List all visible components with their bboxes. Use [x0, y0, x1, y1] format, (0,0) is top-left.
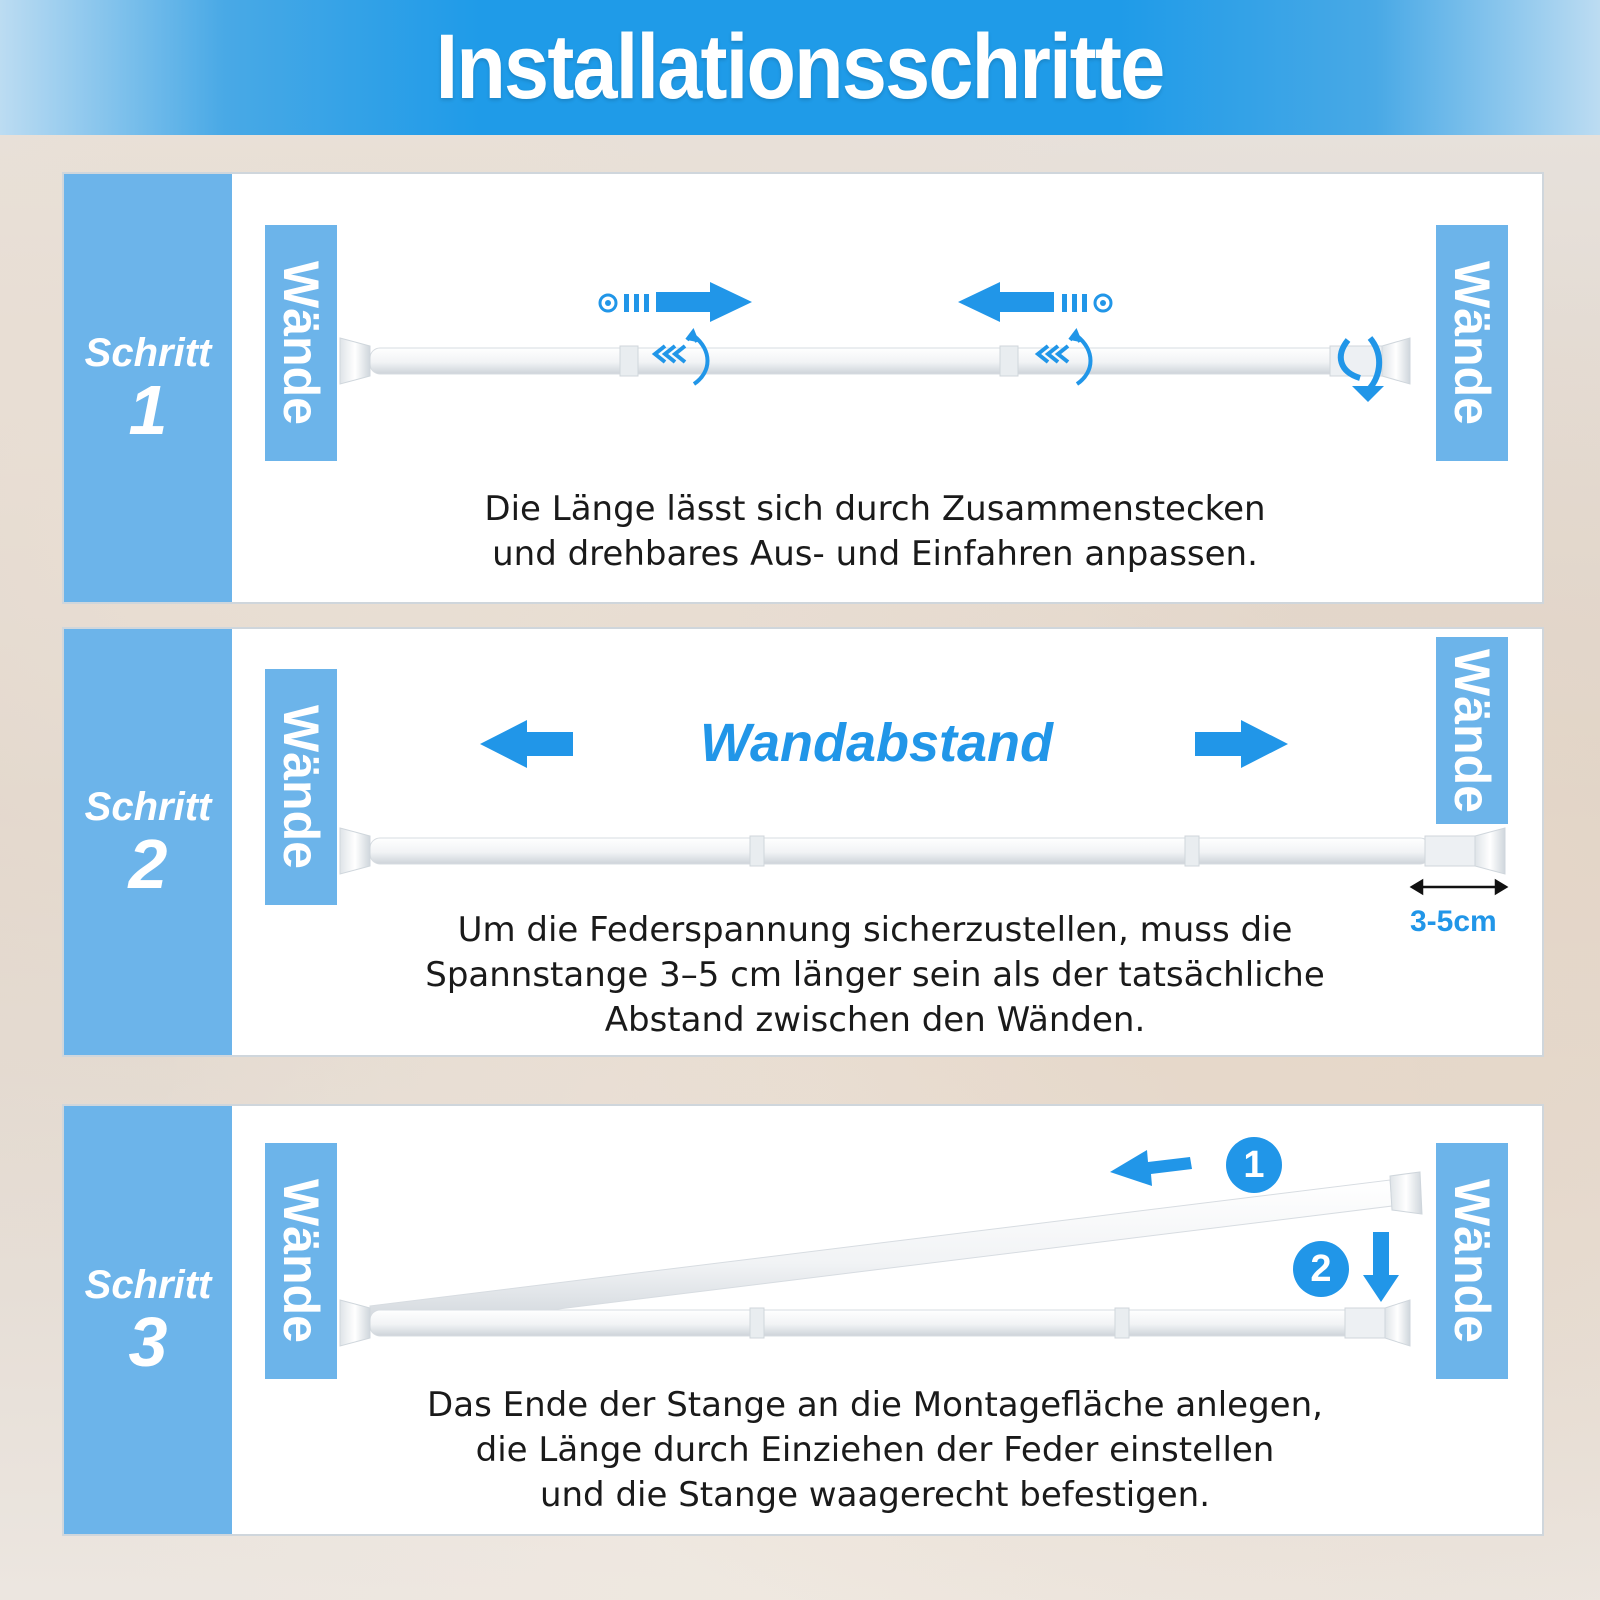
step-word: Schritt — [84, 785, 212, 829]
step-3-caption — [240, 1383, 1510, 1518]
step-word: Schritt — [84, 1263, 212, 1307]
wall-label: Wände — [273, 705, 329, 869]
caption-line: und drehbares Aus- und Einfahren anpassen. — [492, 534, 1258, 574]
wall-label: Wände — [1444, 648, 1500, 813]
caption-line: und die Stange waagerecht befestigen. — [539, 1475, 1211, 1515]
step-badge-2: 2 — [1293, 1241, 1349, 1297]
step-number: 1 — [128, 371, 168, 449]
distance-label: 3-5cm — [1410, 905, 1497, 938]
rod-step-2 — [340, 828, 1505, 874]
step-1-caption — [240, 487, 1510, 577]
arrow-right-icon — [1195, 720, 1288, 768]
wall-label: Wände — [1444, 1179, 1500, 1343]
distance-arrow-icon — [1412, 881, 1506, 893]
extend-arrow-right-icon — [958, 282, 1111, 322]
caption-line: die Länge durch Einziehen der Feder einstellen — [475, 1430, 1275, 1470]
arrow-left-icon — [480, 720, 573, 768]
wall-label: Wände — [273, 1179, 329, 1343]
caption-line: Abstand zwischen den Wänden. — [604, 1000, 1146, 1040]
rod-step-1 — [340, 338, 1410, 384]
step-number: 2 — [128, 825, 168, 903]
step-number: 3 — [128, 1303, 168, 1381]
wandabstand-heading: Wandabstand — [700, 713, 1054, 773]
step-badge-1: 1 — [1226, 1137, 1282, 1193]
step-word: Schritt — [84, 331, 212, 375]
caption-line: Die Länge lässt sich durch Zusammenstecken — [484, 489, 1266, 529]
page-title: Installationsschritte — [436, 16, 1164, 118]
step-2-caption — [240, 908, 1510, 1043]
down-arrow-icon — [1363, 1232, 1399, 1302]
rod-step-3-tilted — [370, 1172, 1422, 1332]
caption-line: Spannstange 3–5 cm länger sein als der tatsächliche — [425, 955, 1325, 995]
wall-label: Wände — [273, 261, 329, 425]
wall-label: Wände — [1444, 261, 1500, 425]
caption-line: Das Ende der Stange an die Montagefläche anlegen, — [427, 1385, 1323, 1425]
push-arrow-icon — [1110, 1150, 1192, 1186]
caption-line: Um die Federspannung sicherzustellen, muss die — [457, 910, 1293, 950]
extend-arrow-left-icon — [600, 282, 752, 322]
